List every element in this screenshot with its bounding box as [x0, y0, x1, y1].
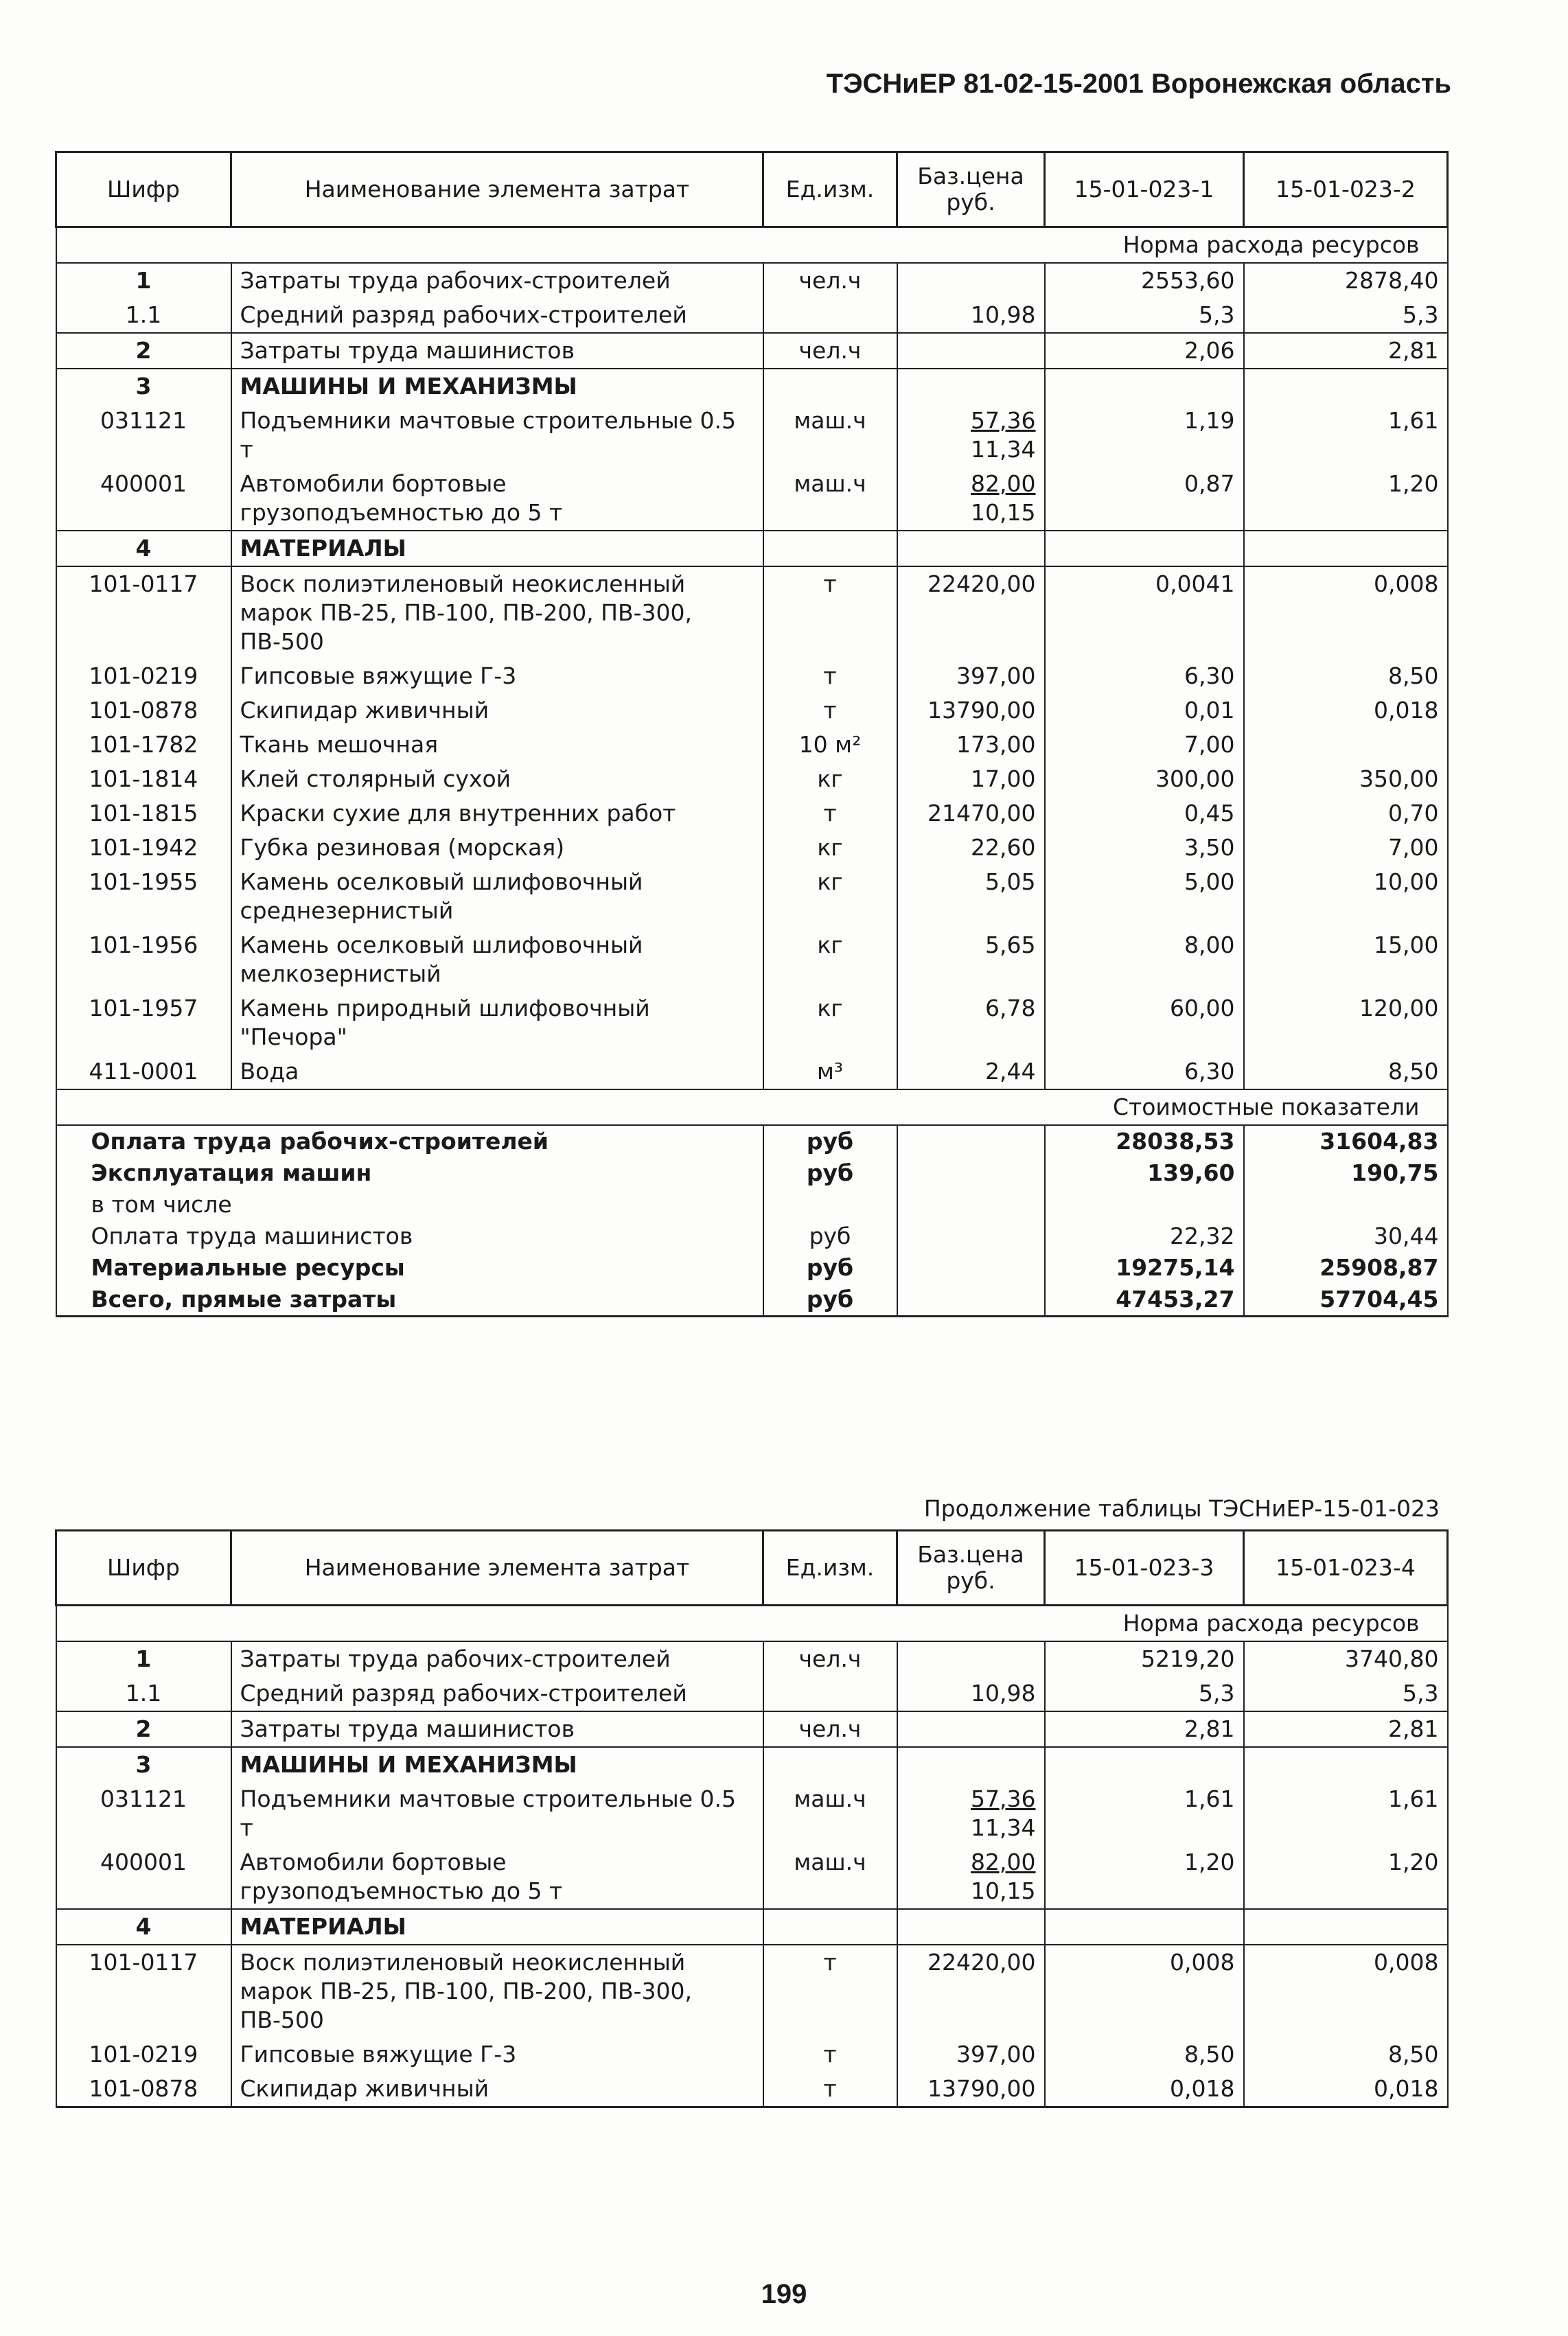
cell-norm-1: 0,45	[1045, 796, 1244, 831]
cell-price	[897, 1782, 1045, 1845]
cell-name: Затраты труда машинистов	[231, 333, 763, 369]
cell-price	[897, 1711, 1045, 1747]
cell-unit: маш.ч	[763, 404, 897, 467]
cell-price: 13790,00	[897, 693, 1045, 728]
cell-norm-2	[1244, 369, 1448, 404]
cell-price	[897, 1747, 1045, 1782]
norm-label: Норма расхода ресурсов	[56, 227, 1448, 264]
cell-price: 2,44	[897, 1054, 1045, 1089]
cell-code: 1.1	[56, 298, 231, 333]
cell-price: 22,60	[897, 831, 1045, 865]
norm-label: Норма расхода ресурсов	[56, 1606, 1448, 1642]
cell-norm-2: 8,50	[1244, 659, 1448, 693]
col-header-code: Шифр	[56, 1531, 231, 1606]
cell-code: 031121	[56, 1782, 231, 1845]
total-label: Эксплуатация машин	[56, 1157, 763, 1189]
cell-norm-1: 6,30	[1045, 1054, 1244, 1089]
cell-norm-2: 0,70	[1244, 796, 1448, 831]
cell-norm-1: 1,61	[1045, 1782, 1244, 1845]
cell-price: 17,00	[897, 762, 1045, 796]
table-row	[56, 1747, 1448, 1782]
cell-norm-2: 1,61	[1244, 404, 1448, 467]
table-row	[56, 369, 1448, 404]
cell-code: 101-1942	[56, 831, 231, 865]
cell-name: Вода	[231, 1054, 763, 1089]
cell-norm-2: 1,20	[1244, 1845, 1448, 1909]
cell-unit: м³	[763, 1054, 897, 1089]
cell-norm-1	[1045, 1747, 1244, 1782]
table-row	[56, 298, 1448, 333]
cell-norm-1: 0,87	[1045, 467, 1244, 531]
cell-norm-2: 8,50	[1244, 2037, 1448, 2072]
cell-norm-2	[1244, 1747, 1448, 1782]
cell-price	[897, 1909, 1045, 1945]
cell-unit: т	[763, 566, 897, 659]
cell-price: 22420,00	[897, 1945, 1045, 2037]
cost-header-row	[56, 1089, 1448, 1125]
total-price	[897, 1284, 1045, 1317]
table-row	[56, 1054, 1448, 1089]
cell-unit: кг	[763, 991, 897, 1054]
cell-price: 10,98	[897, 1676, 1045, 1711]
price-wage: 11,34	[971, 436, 1036, 463]
total-price	[897, 1252, 1045, 1284]
table-row	[56, 1711, 1448, 1747]
cell-norm-1	[1045, 531, 1244, 566]
table-row	[56, 762, 1448, 796]
cell-unit	[763, 298, 897, 333]
cell-norm-2: 5,3	[1244, 1676, 1448, 1711]
cell-unit: кг	[763, 831, 897, 865]
cell-norm-2: 1,61	[1244, 1782, 1448, 1845]
cell-unit: т	[763, 659, 897, 693]
price-wage: 11,34	[971, 1814, 1036, 1841]
table-row	[56, 928, 1448, 991]
col-header-norm-2: 15-01-023-2	[1244, 152, 1448, 227]
cell-unit: чел.ч	[763, 333, 897, 369]
cell-unit: т	[763, 2072, 897, 2107]
cell-price	[897, 333, 1045, 369]
price-base: 82,00	[971, 470, 1036, 497]
cell-norm-1: 2553,60	[1045, 263, 1244, 298]
cell-norm-2: 350,00	[1244, 762, 1448, 796]
table-row	[56, 1782, 1448, 1845]
table2-body	[56, 1606, 1448, 2107]
cell-price: 13790,00	[897, 2072, 1045, 2107]
total-unit	[763, 1189, 897, 1221]
total-value-1	[1045, 1189, 1244, 1221]
cell-norm-1: 300,00	[1045, 762, 1244, 796]
cell-code: 101-1956	[56, 928, 231, 991]
col-header-norm-2: 15-01-023-4	[1244, 1531, 1448, 1606]
cell-name: Гипсовые вяжущие Г-3	[231, 2037, 763, 2072]
cell-norm-1: 2,06	[1045, 333, 1244, 369]
cell-unit: кг	[763, 928, 897, 991]
cell-name: Губка резиновая (морская)	[231, 831, 763, 865]
cell-norm-2: 3740,80	[1244, 1641, 1448, 1676]
cell-name: Воск полиэтиленовый неокисленный марок ПВ-25, ПВ-100, ПВ-200, ПВ-300, ПВ-500	[231, 1945, 763, 2037]
cell-price	[897, 467, 1045, 531]
table-row	[56, 1676, 1448, 1711]
table-row	[56, 831, 1448, 865]
cell-name: Автомобили бортовые грузоподъемностью до 5 т	[231, 1845, 763, 1909]
cell-norm-1: 5219,20	[1045, 1641, 1244, 1676]
cell-unit: маш.ч	[763, 1845, 897, 1909]
total-value-1: 28038,53	[1045, 1125, 1244, 1157]
table-row	[56, 1845, 1448, 1909]
cell-unit: чел.ч	[763, 1711, 897, 1747]
cell-name: Гипсовые вяжущие Г-3	[231, 659, 763, 693]
cell-norm-2: 5,3	[1244, 298, 1448, 333]
cell-norm-1	[1045, 369, 1244, 404]
cell-name: Ткань мешочная	[231, 728, 763, 762]
cell-unit: т	[763, 693, 897, 728]
cell-unit	[763, 369, 897, 404]
cell-code: 101-0219	[56, 2037, 231, 2072]
col-header-price: Баз.цена руб.	[897, 152, 1045, 227]
total-value-2: 31604,83	[1244, 1125, 1448, 1157]
cell-code: 4	[56, 531, 231, 566]
cell-price: 173,00	[897, 728, 1045, 762]
cell-name: Автомобили бортовые грузоподъемностью до 5 т	[231, 467, 763, 531]
price-base: 82,00	[971, 1849, 1036, 1875]
cell-code: 3	[56, 1747, 231, 1782]
col-header-name: Наименование элемента затрат	[231, 1531, 763, 1606]
cell-price: 10,98	[897, 298, 1045, 333]
cell-unit: 10 м²	[763, 728, 897, 762]
cell-norm-1: 1,19	[1045, 404, 1244, 467]
cell-norm-1: 5,00	[1045, 865, 1244, 928]
cell-name: МАТЕРИАЛЫ	[231, 531, 763, 566]
cell-price	[897, 531, 1045, 566]
cell-price: 6,78	[897, 991, 1045, 1054]
col-header-unit: Ед.изм.	[763, 152, 897, 227]
price-wage: 10,15	[971, 1877, 1036, 1904]
total-label: в том числе	[56, 1189, 763, 1221]
cell-norm-1	[1045, 1909, 1244, 1945]
cell-price	[897, 263, 1045, 298]
table1-body	[56, 227, 1448, 1317]
total-value-2: 30,44	[1244, 1221, 1448, 1252]
norm-header-row	[56, 227, 1448, 264]
table-row	[56, 659, 1448, 693]
cell-norm-1: 8,50	[1045, 2037, 1244, 2072]
col-header-norm-1: 15-01-023-1	[1045, 152, 1244, 227]
table-row	[56, 404, 1448, 467]
cell-norm-1: 3,50	[1045, 831, 1244, 865]
cell-code: 101-0878	[56, 693, 231, 728]
cell-unit: кг	[763, 762, 897, 796]
total-row	[56, 1125, 1448, 1157]
cell-price	[897, 369, 1045, 404]
total-price	[897, 1189, 1045, 1221]
cell-code: 400001	[56, 467, 231, 531]
cell-code: 411-0001	[56, 1054, 231, 1089]
table-header-row	[56, 1531, 1448, 1606]
total-value-1: 47453,27	[1045, 1284, 1244, 1317]
cell-name: Клей столярный сухой	[231, 762, 763, 796]
cell-price: 5,05	[897, 865, 1045, 928]
page-number: 199	[761, 2279, 807, 2309]
cell-code: 2	[56, 333, 231, 369]
cell-unit	[763, 1676, 897, 1711]
cell-norm-1: 6,30	[1045, 659, 1244, 693]
cell-price: 5,65	[897, 928, 1045, 991]
cell-norm-2: 0,008	[1244, 566, 1448, 659]
document-header: ТЭСНиЕР 81-02-15-2001 Воронежская область	[826, 69, 1451, 99]
price-wage: 10,15	[971, 499, 1036, 526]
cell-norm-2: 0,008	[1244, 1945, 1448, 2037]
cell-norm-2: 15,00	[1244, 928, 1448, 991]
cell-name: Средний разряд рабочих-строителей	[231, 298, 763, 333]
continuation-caption: Продолжение таблицы ТЭСНиЕР-15-01-023	[923, 1495, 1440, 1522]
total-price	[897, 1125, 1045, 1157]
cell-norm-2: 0,018	[1244, 2072, 1448, 2107]
resource-table-2	[55, 1529, 1449, 2108]
norm-header-row	[56, 1606, 1448, 1642]
cell-norm-1: 8,00	[1045, 928, 1244, 991]
cell-unit: кг	[763, 865, 897, 928]
cell-code: 101-1814	[56, 762, 231, 796]
cell-name: Воск полиэтиленовый неокисленный марок ПВ-25, ПВ-100, ПВ-200, ПВ-300, ПВ-500	[231, 566, 763, 659]
cell-code: 1	[56, 263, 231, 298]
cell-name: МАШИНЫ И МЕХАНИЗМЫ	[231, 1747, 763, 1782]
total-value-1: 19275,14	[1045, 1252, 1244, 1284]
cell-name: Камень природный шлифовочный "Печора"	[231, 991, 763, 1054]
cell-unit	[763, 1747, 897, 1782]
col-header-code: Шифр	[56, 152, 231, 227]
cell-unit: чел.ч	[763, 263, 897, 298]
total-value-2: 25908,87	[1244, 1252, 1448, 1284]
table-row	[56, 531, 1448, 566]
cell-code: 400001	[56, 1845, 231, 1909]
cell-name: Затраты труда рабочих-строителей	[231, 1641, 763, 1676]
cell-unit: маш.ч	[763, 1782, 897, 1845]
cell-norm-2	[1244, 531, 1448, 566]
cell-norm-2: 0,018	[1244, 693, 1448, 728]
cell-norm-1: 5,3	[1045, 298, 1244, 333]
cell-code: 101-0117	[56, 1945, 231, 2037]
cell-price: 22420,00	[897, 566, 1045, 659]
cell-code: 2	[56, 1711, 231, 1747]
cell-norm-2: 7,00	[1244, 831, 1448, 865]
table-row	[56, 2072, 1448, 2107]
cell-norm-1: 0,008	[1045, 1945, 1244, 2037]
cell-name: Краски сухие для внутренних работ	[231, 796, 763, 831]
cell-norm-2	[1244, 728, 1448, 762]
cost-label: Стоимостные показатели	[56, 1089, 1448, 1125]
total-row	[56, 1221, 1448, 1252]
table-row	[56, 693, 1448, 728]
resource-table-1	[55, 151, 1449, 1317]
cell-norm-2: 8,50	[1244, 1054, 1448, 1089]
cell-unit: т	[763, 2037, 897, 2072]
cell-code: 101-0219	[56, 659, 231, 693]
col-header-norm-1: 15-01-023-3	[1045, 1531, 1244, 1606]
cell-norm-2: 2,81	[1244, 333, 1448, 369]
cell-name: Скипидар живичный	[231, 2072, 763, 2107]
total-label: Всего, прямые затраты	[56, 1284, 763, 1317]
cell-code: 101-0878	[56, 2072, 231, 2107]
total-unit: руб	[763, 1125, 897, 1157]
cell-unit: т	[763, 796, 897, 831]
table-row	[56, 865, 1448, 928]
table-row	[56, 728, 1448, 762]
cell-norm-1: 5,3	[1045, 1676, 1244, 1711]
cell-price	[897, 404, 1045, 467]
table-row	[56, 263, 1448, 298]
cell-name: МАШИНЫ И МЕХАНИЗМЫ	[231, 369, 763, 404]
total-unit: руб	[763, 1284, 897, 1317]
total-value-2: 57704,45	[1244, 1284, 1448, 1317]
table-row	[56, 333, 1448, 369]
cell-norm-2: 2878,40	[1244, 263, 1448, 298]
cell-price: 21470,00	[897, 796, 1045, 831]
cell-norm-1: 0,01	[1045, 693, 1244, 728]
cell-code: 1.1	[56, 1676, 231, 1711]
cell-code: 4	[56, 1909, 231, 1945]
col-header-name: Наименование элемента затрат	[231, 152, 763, 227]
cell-norm-2: 120,00	[1244, 991, 1448, 1054]
table-row	[56, 796, 1448, 831]
total-label: Оплата труда машинистов	[56, 1221, 763, 1252]
cell-code: 101-1815	[56, 796, 231, 831]
cell-unit: чел.ч	[763, 1641, 897, 1676]
cell-code: 101-1782	[56, 728, 231, 762]
cell-name: МАТЕРИАЛЫ	[231, 1909, 763, 1945]
cell-norm-1: 0,0041	[1045, 566, 1244, 659]
total-price	[897, 1157, 1045, 1189]
cell-norm-1: 60,00	[1045, 991, 1244, 1054]
price-base: 57,36	[971, 1785, 1036, 1812]
cell-code: 1	[56, 1641, 231, 1676]
cell-code: 101-1957	[56, 991, 231, 1054]
cell-code: 101-1955	[56, 865, 231, 928]
cell-price	[897, 1641, 1045, 1676]
total-row	[56, 1252, 1448, 1284]
table-row	[56, 2037, 1448, 2072]
total-unit: руб	[763, 1221, 897, 1252]
total-value-2: 190,75	[1244, 1157, 1448, 1189]
cell-name: Подъемники мачтовые строительные 0.5 т	[231, 404, 763, 467]
table-row	[56, 991, 1448, 1054]
total-value-1: 139,60	[1045, 1157, 1244, 1189]
price-base: 57,36	[971, 407, 1036, 434]
cell-code: 3	[56, 369, 231, 404]
cell-unit	[763, 531, 897, 566]
table-row	[56, 1909, 1448, 1945]
cell-price: 397,00	[897, 659, 1045, 693]
cell-norm-1: 1,20	[1045, 1845, 1244, 1909]
cell-name: Затраты труда машинистов	[231, 1711, 763, 1747]
cell-code: 031121	[56, 404, 231, 467]
total-unit: руб	[763, 1252, 897, 1284]
table-row	[56, 467, 1448, 531]
total-label: Материальные ресурсы	[56, 1252, 763, 1284]
cell-code: 101-0117	[56, 566, 231, 659]
cell-name: Камень оселковый шлифовочный мелкозернистый	[231, 928, 763, 991]
col-header-price: Баз.цена руб.	[897, 1531, 1045, 1606]
table-row	[56, 1945, 1448, 2037]
cell-norm-1: 2,81	[1045, 1711, 1244, 1747]
cell-norm-2: 10,00	[1244, 865, 1448, 928]
table-row	[56, 566, 1448, 659]
total-price	[897, 1221, 1045, 1252]
total-row	[56, 1157, 1448, 1189]
table-row	[56, 1641, 1448, 1676]
total-value-1: 22,32	[1045, 1221, 1244, 1252]
cell-unit: т	[763, 1945, 897, 2037]
cell-unit	[763, 1909, 897, 1945]
total-row	[56, 1189, 1448, 1221]
total-label: Оплата труда рабочих-строителей	[56, 1125, 763, 1157]
cell-norm-1: 7,00	[1045, 728, 1244, 762]
cell-name: Средний разряд рабочих-строителей	[231, 1676, 763, 1711]
cell-norm-2: 2,81	[1244, 1711, 1448, 1747]
cell-name: Подъемники мачтовые строительные 0.5 т	[231, 1782, 763, 1845]
total-value-2	[1244, 1189, 1448, 1221]
total-row	[56, 1284, 1448, 1317]
cell-norm-2: 1,20	[1244, 467, 1448, 531]
cell-unit: маш.ч	[763, 467, 897, 531]
cell-price	[897, 1845, 1045, 1909]
col-header-unit: Ед.изм.	[763, 1531, 897, 1606]
cell-price: 397,00	[897, 2037, 1045, 2072]
table-header-row	[56, 152, 1448, 227]
cell-name: Скипидар живичный	[231, 693, 763, 728]
total-unit: руб	[763, 1157, 897, 1189]
cell-name: Затраты труда рабочих-строителей	[231, 263, 763, 298]
cell-norm-1: 0,018	[1045, 2072, 1244, 2107]
cell-name: Камень оселковый шлифовочный среднезернистый	[231, 865, 763, 928]
cell-norm-2	[1244, 1909, 1448, 1945]
